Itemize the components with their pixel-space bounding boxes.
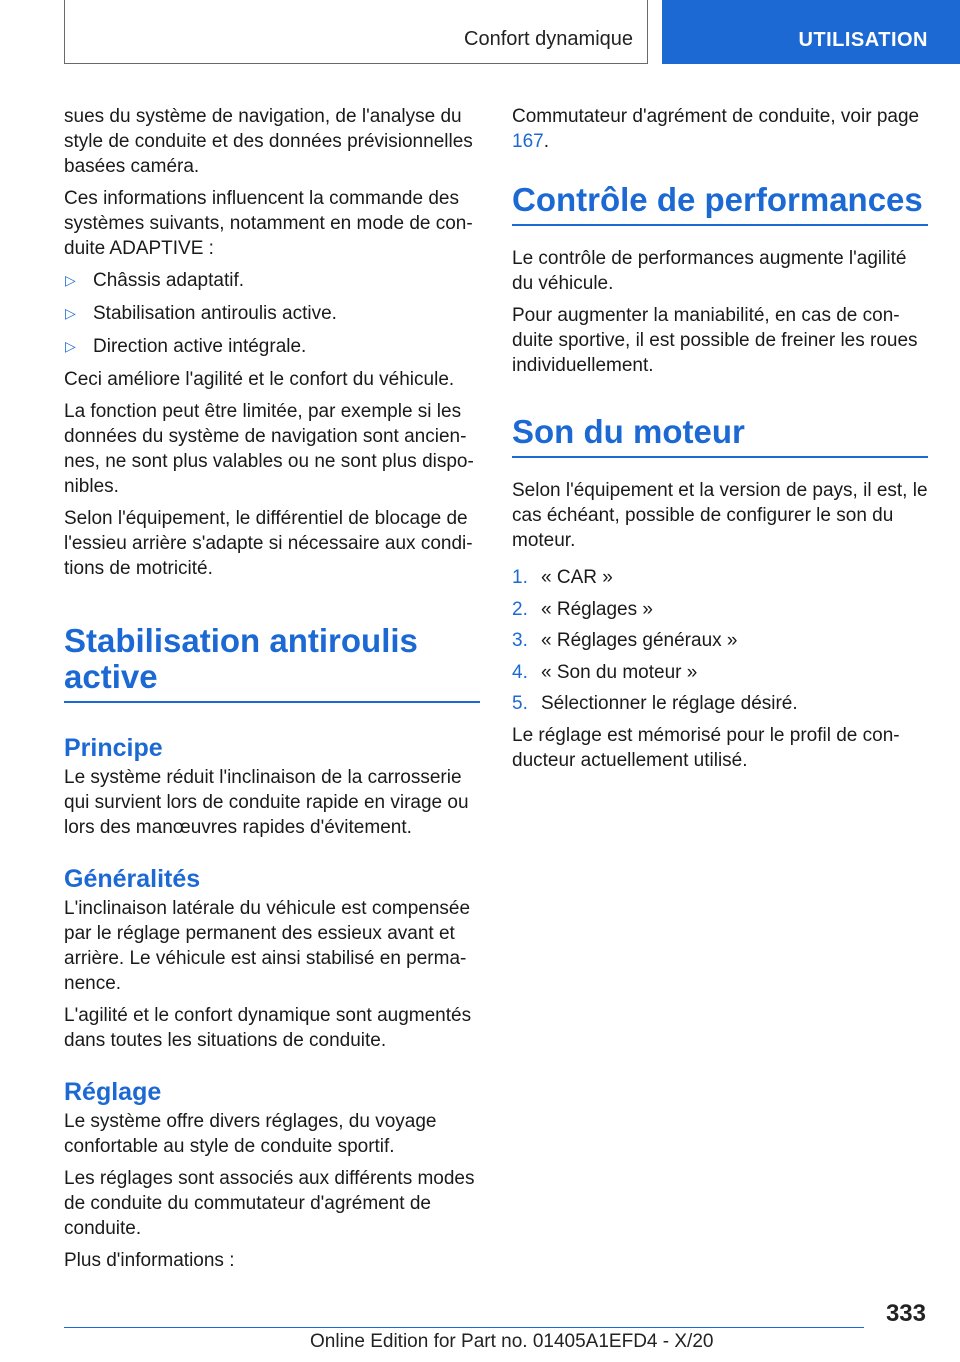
list-item-text: Châssis adaptatif. (93, 270, 245, 291)
footer-edition: Online Edition for Part no. 01405A1EFD4 - X/20 (310, 1331, 714, 1352)
list-item (512, 691, 928, 716)
triangle-bullet-icon: ▷ (65, 272, 76, 288)
cross-reference (512, 104, 928, 154)
paragraph: La fonction peut être limitée, par exemple si les données du système de navigation sont ancien‐nes, ne sont plus valables ou ne sont plus dispo‐nibles. (64, 401, 474, 497)
paragraph: Ces informations influencent la commande des systèmes suivants, notamment en mode de con‐duite ADAPTIVE : (64, 188, 473, 259)
list-item (64, 301, 480, 326)
section-heading: Contrôle de performances (512, 182, 928, 226)
paragraph: Ceci améliore l'agilité et le confort du véhicule. (64, 369, 455, 390)
paragraph: Le contrôle de performances augmente l'agilité du véhicule. (512, 248, 907, 294)
header-chapter-label: UTILISATION (798, 29, 928, 51)
paragraph: sues du système de navigation, de l'analyse du style de conduite et des données prévisionnelles basées caméra. (64, 106, 473, 177)
bullet-list (64, 268, 480, 359)
page-link[interactable]: 167 (512, 131, 544, 152)
paragraph: Selon l'équipement, le différentiel de blocage de l'essieu arrière s'adapte si nécessaire aux condi‐tions de motricité. (64, 508, 473, 579)
step-number: 2. (512, 598, 528, 620)
list-item (512, 660, 928, 685)
paragraph: Pour augmenter la maniabilité, en cas de con‐duite sportive, il est possible de freiner les roues individuellement. (512, 305, 918, 376)
footer-divider (64, 1327, 864, 1328)
step-text: « Réglages » (541, 598, 653, 620)
subsection-heading: Principe (64, 734, 163, 762)
step-number: 5. (512, 693, 528, 714)
list-item (512, 565, 928, 590)
subsection-heading: Réglage (64, 1078, 162, 1106)
step-text: « Réglages généraux » (541, 630, 738, 651)
paragraph: L'agilité et le confort dynamique sont augmentés dans toutes les situations de conduite. (64, 1005, 472, 1051)
paragraph: L'inclinaison latérale du véhicule est compensée par le réglage permanent des essieux avant et arrière. Le véhicule est ainsi stabilisé en perma‐nence. (64, 898, 471, 994)
list-item (64, 334, 480, 359)
step-list (512, 565, 928, 716)
cross-reference-end: . (543, 131, 549, 152)
triangle-bullet-icon: ▷ (65, 338, 76, 354)
header-section-box (64, 0, 648, 64)
list-item (512, 597, 928, 622)
header-section-title: Confort dynamique (464, 28, 633, 50)
step-number: 1. (512, 567, 528, 588)
section-heading: Son du moteur (512, 414, 928, 458)
page-number: 333 (885, 1300, 926, 1327)
paragraph: Le réglage est mémorisé pour le profil de con‐ducteur actuellement utilisé. (512, 724, 900, 771)
list-item (64, 268, 480, 293)
subsection-heading: Généralités (64, 865, 201, 893)
section-heading: Stabilisation antiroulis active (64, 623, 480, 703)
step-number: 3. (512, 630, 528, 651)
paragraph: Le système réduit l'inclinaison de la carrosserie qui survient lors de conduite rapide en virage ou lors des manœuvres rapides d'évitement. (64, 767, 469, 838)
paragraph: Plus d'informations : (64, 1250, 235, 1271)
triangle-bullet-icon: ▷ (65, 305, 76, 321)
list-item-text: Stabilisation antiroulis active. (93, 303, 337, 324)
paragraph: Le système offre divers réglages, du voyage confortable au style de conduite sportif. (64, 1111, 437, 1157)
left-column (64, 104, 480, 1280)
header-chapter-tab (662, 0, 960, 64)
paragraph: Les réglages sont associés aux différents modes de conduite du commutateur d'agrément de conduite. (64, 1168, 475, 1239)
right-column (512, 104, 928, 780)
step-text: Sélectionner le réglage désiré. (541, 693, 798, 714)
cross-reference-text: Commutateur d'agrément de conduite, voir page (512, 106, 920, 127)
step-number: 4. (512, 661, 528, 683)
list-item-text: Direction active intégrale. (93, 336, 307, 357)
list-item (512, 628, 928, 653)
paragraph: Selon l'équipement et la version de pays, il est, le cas échéant, possible de configurer le son du moteur. (512, 480, 928, 551)
step-text: « CAR » (541, 567, 613, 588)
step-text: « Son du moteur » (541, 661, 698, 683)
